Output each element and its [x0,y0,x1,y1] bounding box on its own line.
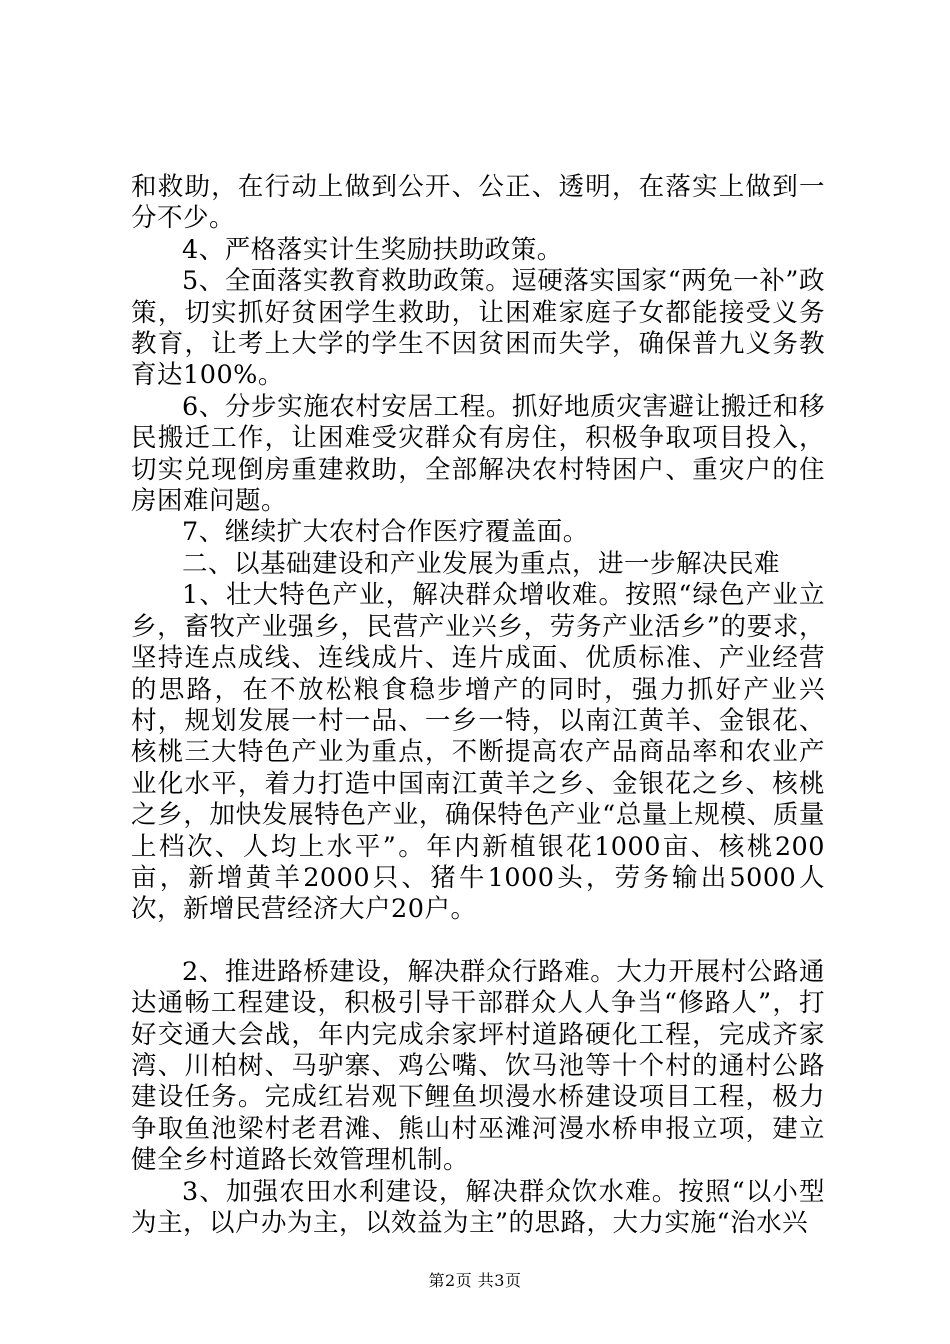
paragraph-section2-item-1: 1、壮大特色产业，解决群众增收难。按照“绿色产业立乡，畜牧产业强乡，民营产业兴乡，劳务产业活乡”的要求，坚持连点成线、连线成片、连片成面、优质标准、产业经营的思路，在不放松粮食稳步增产的同时，强力抓好产业兴村，规划发展一村一品、一乡一特，以南江黄羊、金银花、核桃三大特色产业为重点，不断提高农产品商品率和农业产业化水平，着力打造中国南江黄羊之乡、金银花之乡、核桃之乡，加快发展特色产业，确保特色产业“总量上规模、质量上档次、人均上水平”。年内新植银花1000亩、核桃200亩，新增黄羊2000只、猪牛1000头，劳务输出5000人次，新增民营经济大户20户。 [131,580,825,925]
paragraph-item-7: 7、继续扩大农村合作医疗覆盖面。 [182,517,589,548]
section-heading-2: 二、以基础建设和产业发展为重点，进一步解决民难 [182,548,781,579]
paragraph-section2-item-2: 2、推进路桥建设，解决群众行路难。大力开展村公路通达通畅工程建设，积极引导干部群众人人争当“修路人”，打好交通大会战，年内完成余家坪村道路硬化工程，完成齐家湾、川柏树、马驴寨、鸡公嘴、饮马池等十个村的通村公路建设任务。完成红岩观下鲤鱼坝漫水桥建设项目工程，极力争取鱼池梁村老君滩、熊山村巫滩河漫水桥申报立项，建立健全乡村道路长效管理机制。 [131,956,825,1176]
paragraph-spacer [131,926,825,957]
paragraph-section2-item-3: 3、加强农田水利建设，解决群众饮水难。按照“以小型为主，以户办为主，以效益为主”的思路，大力实施“治水兴 [131,1176,825,1238]
paragraph-item-6: 6、分步实施农村安居工程。抓好地质灾害避让搬迁和移民搬迁工作，让困难受灾群众有房住，积极争取项目投入，切实兑现倒房重建救助，全部解决农村特困户、重灾户的住房困难问题。 [131,391,825,517]
document-body [131,172,825,1239]
paragraph-aid-conclusion: 和救助，在行动上做到公开、公正、透明，在落实上做到一分不少。 [131,172,825,234]
paragraph-item-5: 5、全面落实教育救助政策。逗硬落实国家“两免一补”政策，切实抓好贫困学生救助，让困难家庭子女都能接受义务教育，让考上大学的学生不因贫困而失学，确保普九义务教育达100%。 [131,266,825,391]
page-number-footer: 第2页 共3页 [428,1271,522,1290]
paragraph-item-4: 4、严格落实计生奖励扶助政策。 [182,234,563,265]
